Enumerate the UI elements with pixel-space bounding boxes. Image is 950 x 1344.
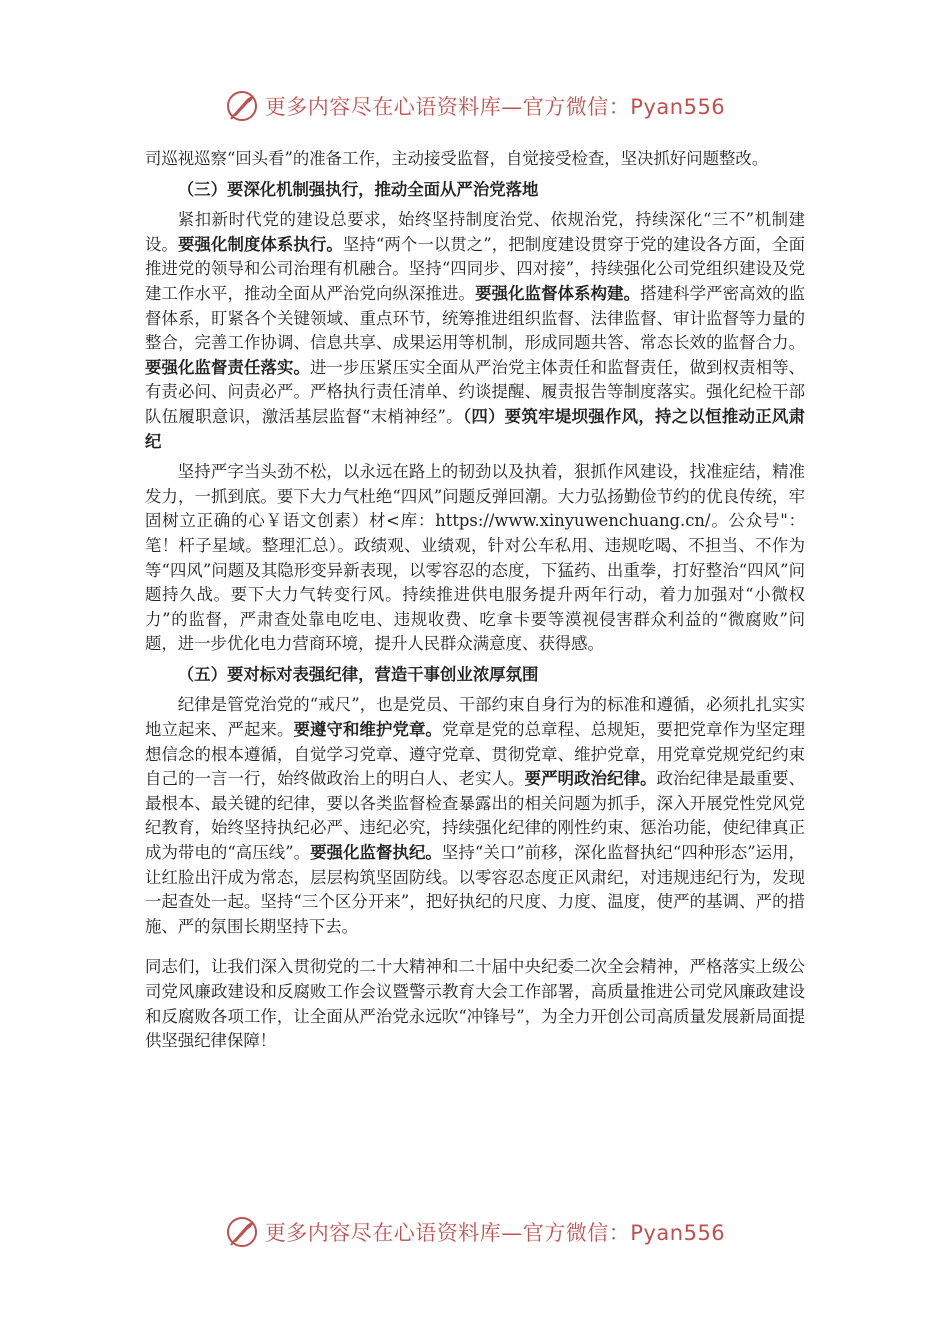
section-heading-3: （三）要深化机制强执行，推动全面从严治党落地	[177, 179, 539, 199]
footer-banner	[0, 1212, 950, 1252]
paragraph-continuation: 司巡视巡察“回头看”的准备工作，主动接受监督，自觉接受检查，坚决抓好问题整改。	[145, 149, 769, 168]
quill-pen-logo-icon	[225, 1215, 259, 1249]
section-heading-5: （五）要对标对表强纪律，营造干事创业浓厚氛围	[177, 664, 539, 684]
paragraph-section-4: 坚持严字当头劲不松，以永远在路上的韧劲以及执着，狠抓作风建设，找准症结，精准发力，一抓到底。要下大力气杜绝“四风”问题反弹回潮。大力弘扬勤俭节约的优良传统，牢固树立正确的心￥语文创素）材<库：https://www.xinyuwenchuang.cn/。公众号"：笔！杆子星域。整理汇总）。政绩观、业绩观，针对公车私用、违规吃喝、不担当、不作为等“四风”问题及其隐形变异新表现，以零容忍的态度，下猛药、出重拳，打好整治“四风”问题持久战。要下大力气转变行风。持续推进供电服务提升两年行动，着力加强对“小微权力”的监督，严肃查处靠电吃电、违规收费、吃拿卡要等漠视侵害群众利益的“微腐败”问题，进一步优化电力营商环境，提升人民群众满意度、获得感。	[145, 462, 805, 654]
paragraph-section-5: 纪律是管党治党的“戒尺”，也是党员、干部约束自身行为的标准和遵循，必须扎扎实实地立起来、严起来。要遵守和维护党章。党章是党的总章程、总规矩，要把党章作为坚定理想信念的根本遵循，自觉学习党章、遵守党章、贯彻党章、维护党章，用党章党规党纪约束自己的一言一行，始终做政治上的明白人、老实人。要严明政治纪律。政治纪律是最重要、最根本、最关键的纪律，要以各类监督检查暴露出的相关问题为抓手，深入开展党性党风党纪教育，始终坚持执纪必严、违纪必究，持续强化纪律的刚性约束、惩治功能，使纪律真正成为带电的“高压线”。要强化监督执纪。坚持“关口”前移，深化监督执纪“四种形态”运用，让红脸出汗成为常态，层层构筑坚固防线。以零容忍态度正风肃纪，对违规违纪行为，发现一起查处一起。坚持“三个区分开来”，把好执纪的尺度、力度、温度，使严的基调、严的措施、严的氛围长期坚持下去。	[145, 695, 806, 936]
banner-text: 更多内容尽在心语资料库—官方微信：Pyan556	[264, 1221, 726, 1245]
banner-text: 更多内容尽在心语资料库—官方微信：Pyan556	[264, 95, 726, 119]
document-body	[145, 147, 805, 1054]
quill-pen-logo-icon	[225, 89, 259, 123]
closing-paragraph: 同志们，让我们深入贯彻党的二十大精神和二十届中央纪委二次全会精神，严格落实上级公司党风廉政建设和反腐败工作会议暨警示教育大会工作部署，高质量推进公司党风廉政建设和反腐败各项工作，让全面从严治党永远吹“冲锋号”，为全力开创公司高质量发展新局面提供坚强纪律保障！	[145, 957, 805, 1051]
header-banner	[0, 86, 950, 126]
section-heading-4: （四）要筑牢堤坝强作风，持之以恒推动正风肃纪	[145, 406, 805, 451]
paragraph-section-3: 紧扣新时代党的建设总要求，始终坚持制度治党、依规治党，持续深化“三不”机制建设。要强化制度体系执行。坚持“两个一以贯之”，把制度建设贯穿于党的建设各方面，全面推进党的领导和公司治理有机融合。坚持“四同步、四对接”，持续强化公司党组织建设及党建工作水平，推动全面从严治党向纵深推进。要强化监督体系构建。搭建科学严密高效的监督体系，盯紧各个关键领域、重点环节，统筹推进组织监督、法律监督、审计监督等力量的整合，完善工作协调、信息共享、成果运用等机制，形成同题共答、常态长效的监督合力。要强化监督责任落实。进一步压紧压实全面从严治党主体责任和监督责任，做到权责相等、有责必问、问责必严。严格执行责任清单、约谈提醒、履责报告等制度落实。强化纪检干部队伍履职意识，激活基层监督“末梢神经”。（四）要筑牢堤坝强作风，持之以恒推动正风肃纪	[145, 210, 806, 451]
